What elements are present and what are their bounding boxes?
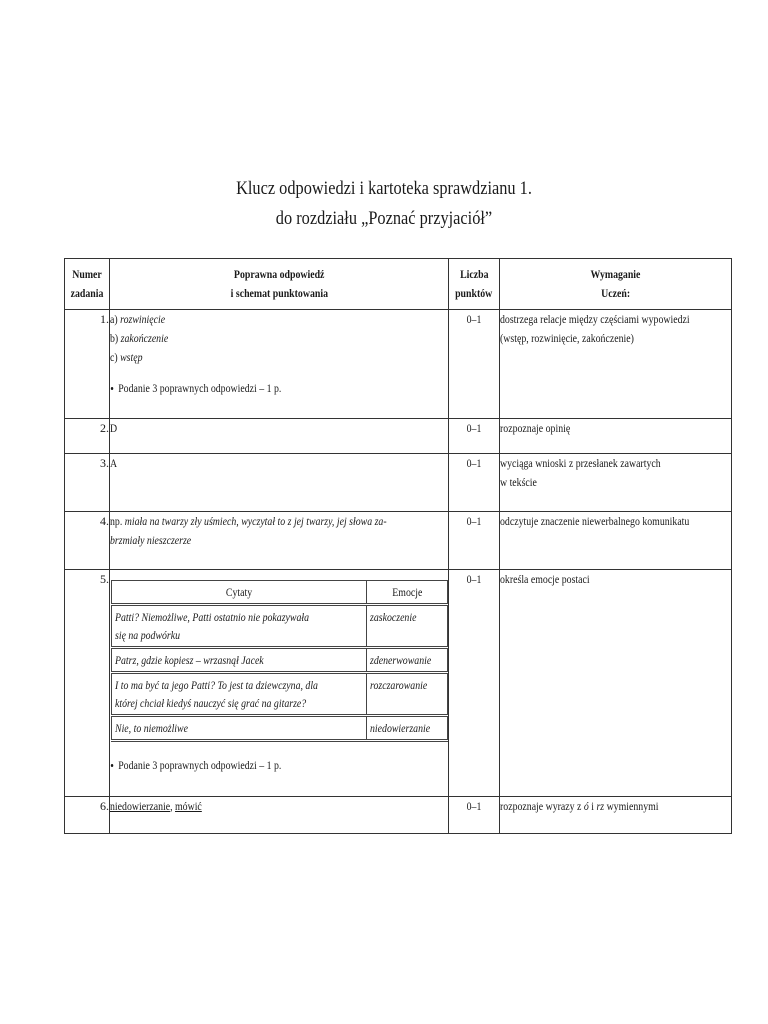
requirement-cell: rozpoznaje wyrazy z ó i rz wymiennymi [499, 797, 731, 834]
task-number: 1. [65, 310, 110, 419]
task-number: 6. [65, 797, 110, 834]
requirement-cell: wyciąga wnioski z przesłanek zawartych w tekście [499, 454, 731, 512]
title-line-2: do rozdziału „Poznać przyjaciół” [275, 208, 493, 229]
requirement-cell: odczytuje znaczenie niewerbalnego komunikatu [499, 512, 731, 570]
bullet-icon [111, 387, 113, 390]
inner-row [112, 648, 448, 673]
scoring-note: Podanie 3 poprawnych odpowiedzi – 1 p. [110, 379, 448, 398]
emotion-cell: zdenerwowanie [366, 648, 448, 673]
inner-row [112, 673, 448, 716]
points-cell: 0–1 [449, 310, 499, 419]
answer-key-table [64, 258, 732, 834]
quote-cell: Patrz, gdzie kopiesz – wrzasnął Jacek [112, 648, 367, 673]
header-answer: Poprawna odpowiedź i schemat punktowania [110, 259, 449, 310]
document-title [54, 174, 714, 234]
task-number: 5. [65, 570, 110, 797]
table-row [65, 310, 732, 419]
inner-row [112, 605, 448, 648]
emotion-cell: niedowierzanie [366, 716, 448, 741]
answer-cell: A [110, 454, 449, 512]
quote-cell: Patti? Niemożliwe, Patti ostatnio nie pokazywała się na podwórku [112, 605, 367, 648]
requirement-cell: określa emocje postaci [499, 570, 731, 797]
inner-header-quotes: Cytaty [112, 581, 367, 605]
inner-row [112, 716, 448, 741]
emotion-cell: zaskoczenie [366, 605, 448, 648]
header-row [65, 259, 732, 310]
header-requirement: Wymaganie Uczeń: [499, 259, 731, 310]
answer-cell: np. miała na twarzy zły uśmiech, wyczytał to z jej twarzy, jej słowa za- brzmiały nieszczerze [110, 512, 449, 570]
table-row [65, 797, 732, 834]
task-number: 4. [65, 512, 110, 570]
header-points: Liczba punktów [449, 259, 499, 310]
table-row [65, 512, 732, 570]
points-cell: 0–1 [449, 419, 499, 454]
answer-cell: niedowierzanie, mówić [110, 797, 449, 834]
points-cell: 0–1 [449, 512, 499, 570]
title-line-1: Klucz odpowiedzi i kartoteka sprawdzianu 1. [236, 178, 532, 199]
header-task-number: Numer zadania [65, 259, 110, 310]
requirement-cell: dostrzega relacje między częściami wypowiedzi (wstęp, rozwinięcie, zakończenie) [499, 310, 731, 419]
table-row [65, 570, 732, 797]
task-number: 3. [65, 454, 110, 512]
points-cell: 0–1 [449, 797, 499, 834]
inner-header-emotions: Emocje [366, 581, 448, 605]
task-number: 2. [65, 419, 110, 454]
quotes-emotions-table [111, 580, 448, 742]
points-cell: 0–1 [449, 454, 499, 512]
table-row [65, 454, 732, 512]
scoring-note: Podanie 3 poprawnych odpowiedzi – 1 p. [110, 756, 448, 775]
table-row [65, 419, 732, 454]
answer-cell: a) rozwinięcie b) zakończenie c) wstęp Podanie 3 poprawnych odpowiedzi – 1 p. [110, 310, 449, 419]
quote-cell: I to ma być ta jego Patti? To jest ta dziewczyna, dla której chciał kiedyś nauczyć się grać na gitarze? [112, 673, 367, 716]
quote-cell: Nie, to niemożliwe [112, 716, 367, 741]
emotion-cell: rozczarowanie [366, 673, 448, 716]
answer-cell [110, 570, 449, 797]
bullet-icon [111, 764, 113, 767]
requirement-cell: rozpoznaje opinię [499, 419, 731, 454]
answer-cell: D [110, 419, 449, 454]
points-cell: 0–1 [449, 570, 499, 797]
